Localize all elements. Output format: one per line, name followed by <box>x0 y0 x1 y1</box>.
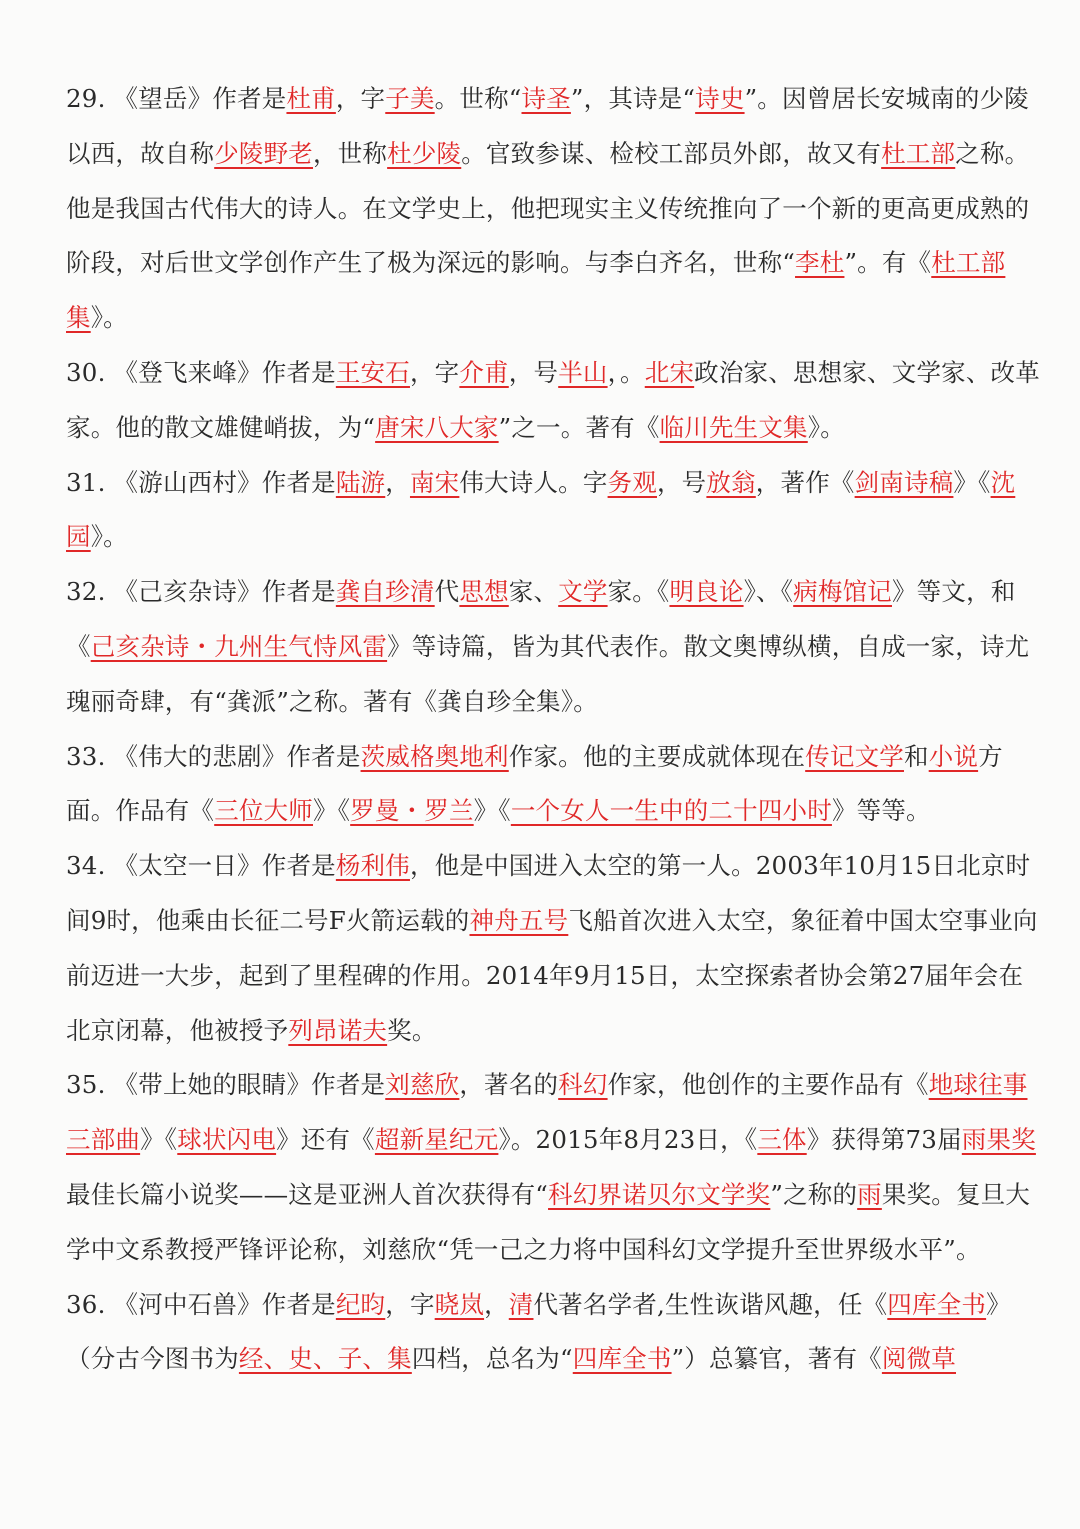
highlighted-term: 雨 <box>857 1179 882 1209</box>
highlighted-term: 经、史、子、集 <box>238 1344 412 1374</box>
text-segment: ”。因曾居长安城南的少陵以西，故自称 <box>66 84 1029 168</box>
text-segment: ，字 <box>385 1289 435 1319</box>
highlighted-term: 诗圣 <box>521 84 571 113</box>
text-segment: 31. 《游山西村》作者是 <box>66 467 336 497</box>
text-segment: 。世称“ <box>434 84 522 113</box>
highlighted-term: 半山 <box>558 357 608 387</box>
highlighted-term: 四库全书 <box>572 1344 672 1374</box>
highlighted-term: 超新星纪元 <box>374 1125 499 1155</box>
highlighted-term: 剑南诗稿 <box>854 467 954 497</box>
text-segment: 》。2015年8月23日，《 <box>498 1125 758 1155</box>
text-segment: 30. 《登飞来峰》作者是 <box>66 357 336 387</box>
text-segment: 果奖。复旦大学中文系教授严锋评论称，刘慈欣“凭一己之力将中国科幻文学提升至世界级水平”。 <box>66 1179 1031 1264</box>
paragraph-p33 <box>66 730 1040 840</box>
highlighted-term: 传记文学 <box>805 741 904 771</box>
text-segment: 最佳长篇小说奖——这是亚洲人首次获得有“ <box>66 1179 549 1209</box>
highlighted-term: 北宋 <box>644 357 695 387</box>
text-segment: 》《 <box>473 796 511 826</box>
highlighted-term: 放翁 <box>706 467 756 497</box>
highlighted-term: 李杜 <box>795 248 845 278</box>
highlighted-term: 科幻界诺贝尔文学奖 <box>548 1179 771 1209</box>
text-segment: ”，其诗是“ <box>570 84 696 113</box>
highlighted-term: 诗史 <box>695 84 745 113</box>
paragraph-p35 <box>66 1058 1040 1277</box>
text-segment: 代著名学者,生性诙谐风趣，任《 <box>533 1289 888 1319</box>
highlighted-term: 务观 <box>607 467 657 497</box>
highlighted-term: 罗曼・罗兰 <box>350 796 474 826</box>
text-segment: 家。《 <box>607 577 670 607</box>
text-segment: ，世称 <box>313 138 388 168</box>
text-segment: 36. 《河中石兽》作者是 <box>66 1289 336 1319</box>
text-segment: 》获得第73届 <box>806 1125 962 1155</box>
text-segment: 35. 《带上她的眼睛》作者是 <box>66 1070 386 1100</box>
highlighted-term: 神舟五号 <box>469 905 569 935</box>
text-segment: ， <box>385 467 410 497</box>
text-segment: 四档，总名为“ <box>411 1344 573 1374</box>
text-segment: 》。 <box>90 522 128 552</box>
text-segment: 奖。 <box>387 1015 437 1045</box>
highlighted-term: 己亥杂诗・九州生气恃风雷 <box>90 631 388 661</box>
text-segment: ，号 <box>656 467 707 497</box>
text-segment: 32. 《己亥杂诗》作者是 <box>66 577 336 607</box>
highlighted-term: 思想 <box>459 577 509 607</box>
highlighted-term: 雨果奖 <box>961 1125 1036 1155</box>
text-segment: 》、《 <box>743 577 794 607</box>
text-segment: 方面。作品有《 <box>66 741 1003 826</box>
paragraph-p31 <box>66 456 1040 566</box>
paragraph-p32 <box>66 565 1040 729</box>
highlighted-term: 科幻 <box>558 1070 608 1100</box>
text-segment: 》。 <box>807 412 845 442</box>
text-segment: ，字 <box>409 357 460 387</box>
paragraph-p30 <box>66 346 1040 456</box>
highlighted-term: 刘慈欣 <box>385 1070 460 1100</box>
highlighted-term: 一个女人一生中的二十四小时 <box>510 796 832 826</box>
highlighted-term: 小说 <box>928 741 979 771</box>
highlighted-term: 子美 <box>385 84 435 113</box>
highlighted-term: 少陵野老 <box>214 138 314 168</box>
highlighted-term: 茨威格奥地利 <box>360 741 509 771</box>
highlighted-term: 球状闪电 <box>177 1125 277 1155</box>
text-segment: 》《 <box>140 1125 178 1155</box>
highlighted-term: 清 <box>508 1289 534 1319</box>
highlighted-term: 三位大师 <box>214 796 314 826</box>
text-segment: 政治家、思想家、文学家、改革家。他的散文雄健峭拔，为“ <box>66 357 1040 442</box>
highlighted-term: 杜少陵 <box>387 138 462 168</box>
text-segment: ， <box>484 1289 509 1319</box>
text-segment: 》（分古今图书为 <box>66 1289 1011 1374</box>
text-segment: 29. 《望岳》作者是 <box>66 84 287 113</box>
highlighted-term: 杜工部集 <box>66 248 1006 333</box>
text-segment: ”之称的 <box>770 1179 858 1209</box>
highlighted-term: 杜工部 <box>881 138 956 168</box>
highlighted-term: 南宋 <box>409 467 460 497</box>
text-segment: 》等文，和《 <box>66 577 1016 661</box>
text-segment: ，。 <box>607 357 645 387</box>
text-segment: 》等等。 <box>831 796 931 826</box>
text-segment: 和 <box>903 741 929 771</box>
paragraph-p36 <box>66 1278 1040 1388</box>
highlighted-term: 列昂诺夫 <box>288 1015 388 1045</box>
paragraph-p34 <box>66 839 1040 1058</box>
highlighted-term: 三体 <box>757 1125 807 1155</box>
text-segment: 》等诗篇，皆为其代表作。散文奥博纵横，自成一家，诗尤瑰丽奇肆，有“龚派”之称。著有《龚自珍全集》。 <box>66 631 1030 716</box>
highlighted-term: 介甫 <box>459 357 509 387</box>
text-segment: ”）总纂官，著有《 <box>671 1344 882 1374</box>
text-segment: ”之一。著有《 <box>498 412 660 442</box>
highlighted-term: 临川先生文集 <box>659 412 808 442</box>
text-segment: ，他是中国进入太空的第一人。2003年10月15日北京时间9时，他乘由长征二号F火箭运载的 <box>66 851 1031 935</box>
text-segment: ，著名的 <box>459 1070 559 1100</box>
text-segment: ，字 <box>335 84 386 113</box>
text-segment: ，号 <box>508 357 559 387</box>
highlighted-term: 陆游 <box>335 467 386 497</box>
highlighted-term: 沈园 <box>66 467 1016 552</box>
highlighted-term: 龚自珍清 <box>335 577 435 607</box>
text-segment: 之称。他是我国古代伟大的诗人。在文学史上，他把现实主义传统推向了一个新的更高更成熟的阶段，对后世文学创作产生了极为深远的影响。与李白齐名，世称“ <box>66 138 1030 278</box>
highlighted-term: 晓岚 <box>434 1289 485 1319</box>
text-segment: 作家。他的主要成就体现在 <box>508 741 806 771</box>
highlighted-term: 王安石 <box>335 357 410 387</box>
text-segment: 家、 <box>508 577 559 607</box>
highlighted-term: 病梅馆记 <box>793 577 892 607</box>
highlighted-term: 明良论 <box>669 577 744 607</box>
highlighted-term: 纪昀 <box>335 1289 386 1319</box>
highlighted-term: 杨利伟 <box>335 851 410 881</box>
text-segment: 》还有《 <box>276 1125 375 1155</box>
text-segment: 33. 《伟大的悲剧》作者是 <box>66 741 361 771</box>
highlighted-term: 文学 <box>558 577 608 607</box>
text-segment: 34. 《太空一日》作者是 <box>66 851 336 881</box>
highlighted-term: 四库全书 <box>887 1289 987 1319</box>
text-segment: 飞船首次进入太空，象征着中国太空事业向前迈进一大步，起到了里程碑的作用。2014年9月15日，太空探索者协会第27届年会在北京闭幕，他被授予 <box>66 905 1038 1045</box>
text-segment: 》。 <box>90 303 128 333</box>
text-segment: ”。有《 <box>844 248 932 278</box>
highlighted-term: 杜甫 <box>286 84 336 113</box>
highlighted-term: 唐宋八大家 <box>375 412 499 442</box>
text-segment: 代 <box>434 577 460 607</box>
text-segment: 》《 <box>953 467 991 497</box>
text-segment: 。官致参谋、检校工部员外郎，故又有 <box>461 138 882 168</box>
highlighted-term: 阅微草 <box>881 1344 956 1374</box>
text-segment: 》《 <box>313 796 351 826</box>
highlighted-term: 地球往事三部曲 <box>66 1070 1028 1155</box>
text-segment: 伟大诗人。字 <box>459 467 608 497</box>
paragraph-p29 <box>66 72 1040 346</box>
text-segment: ，著作《 <box>755 467 855 497</box>
text-segment: 作家，他创作的主要作品有《 <box>607 1070 929 1100</box>
